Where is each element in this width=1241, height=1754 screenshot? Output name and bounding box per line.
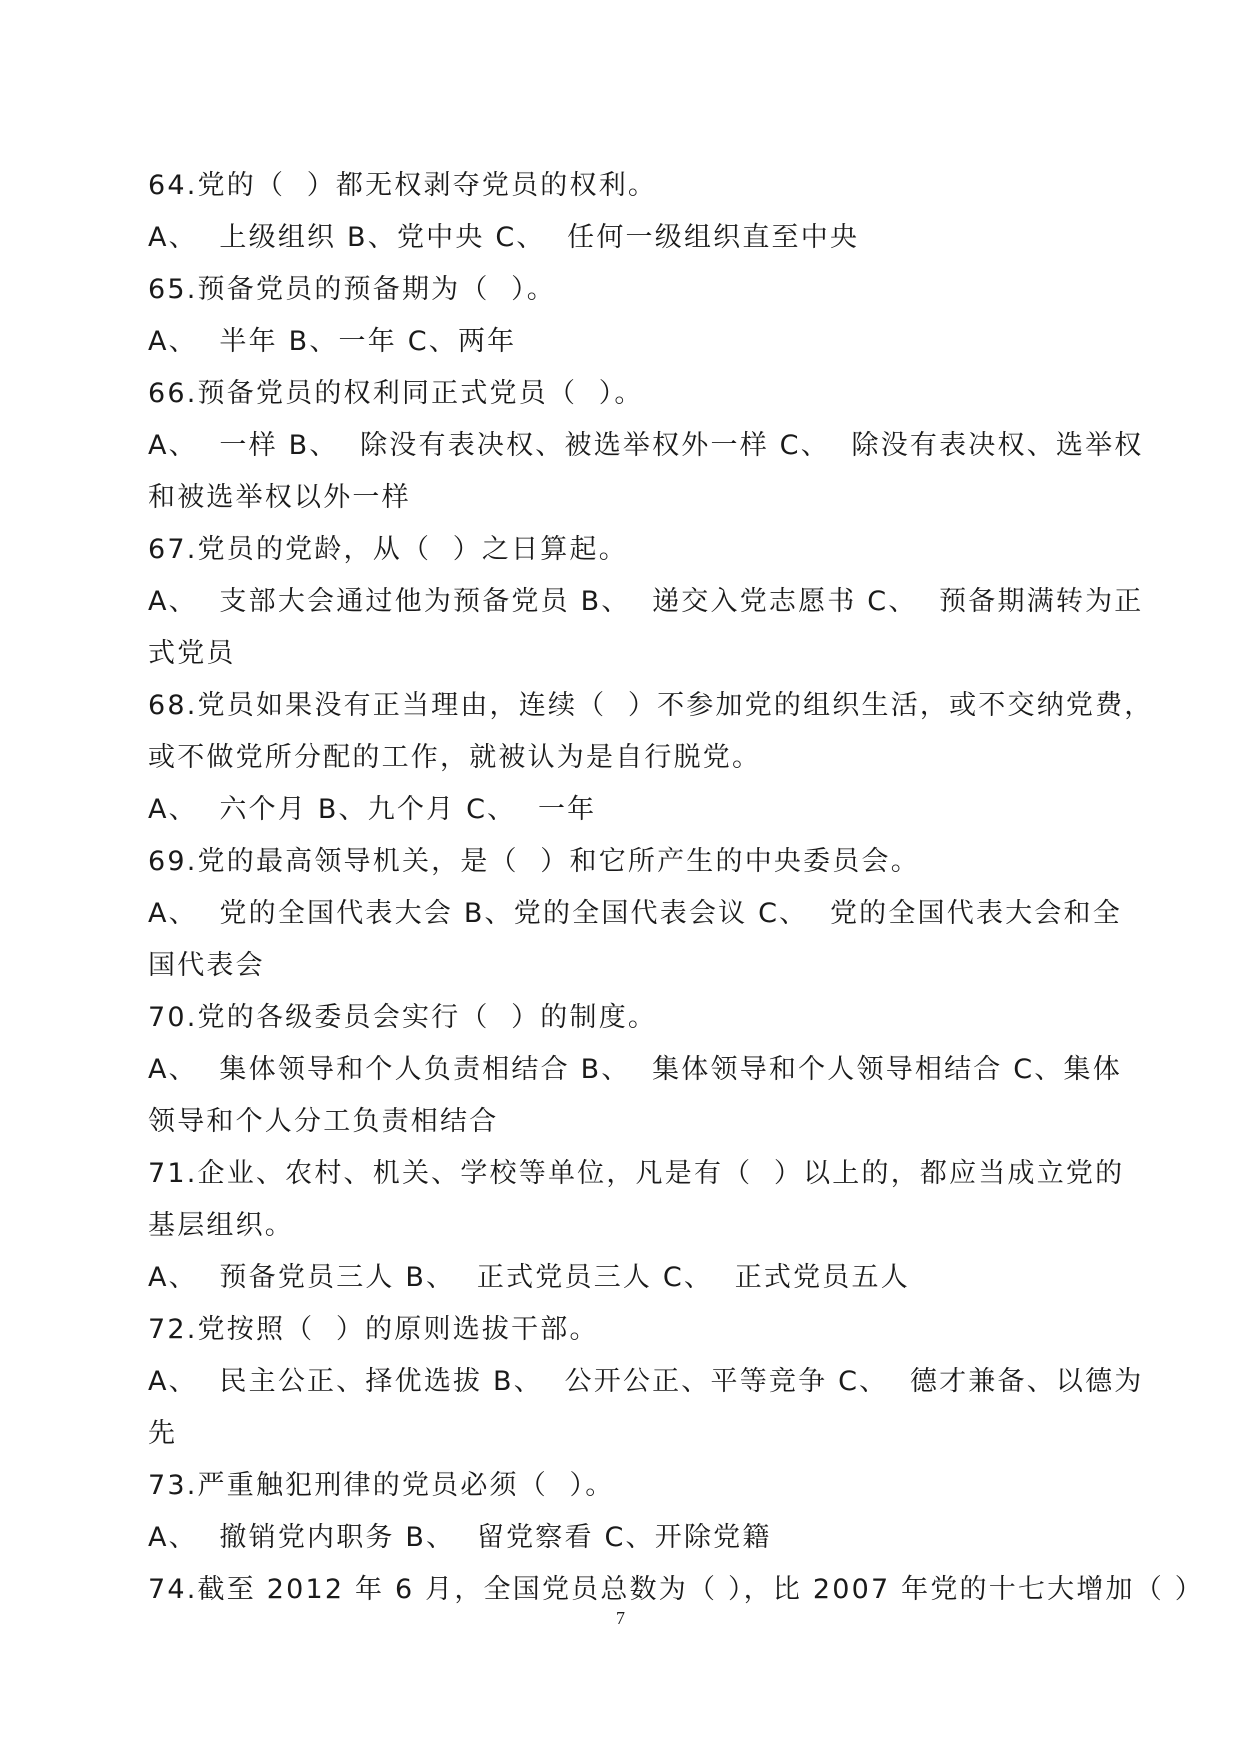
text-line: A、 一样 B、 除没有表决权、被选举权外一样 C、 除没有表决权、选举权	[148, 430, 1144, 461]
text-line: 66.预备党员的权利同正式党员（ ）。	[148, 378, 644, 409]
text-line: 72.党按照（ ）的原则选拔干部。	[148, 1314, 599, 1345]
text-line: 和被选举权以外一样	[148, 482, 411, 513]
text-line: A、 预备党员三人 B、 正式党员三人 C、 正式党员五人	[148, 1262, 910, 1293]
text-line: 式党员	[148, 638, 236, 669]
text-line: 67.党员的党龄，从（ ）之日算起。	[148, 534, 628, 565]
text-line: 69.党的最高领导机关，是（ ）和它所产生的中央委员会。	[148, 846, 920, 877]
text-line: 国代表会	[148, 950, 265, 981]
page-number: 7	[616, 1608, 625, 1628]
text-line: A、 撤销党内职务 B、 留党察看 C、开除党籍	[148, 1522, 772, 1553]
text-line: 65.预备党员的预备期为（ ）。	[148, 274, 557, 305]
text-line: 68.党员如果没有正当理由，连续（ ）不参加党的组织生活，或不交纳党费，	[148, 690, 1154, 721]
text-line: 70.党的各级委员会实行（ ）的制度。	[148, 1002, 658, 1033]
question-text-block	[148, 160, 1204, 1616]
text-line: A、 集体领导和个人负责相结合 B、 集体领导和个人领导相结合 C、集体	[148, 1054, 1122, 1085]
text-line: A、 民主公正、择优选拔 B、 公开公正、平等竞争 C、 德才兼备、以德为	[148, 1366, 1144, 1397]
text-line: A、 党的全国代表大会 B、党的全国代表会议 C、 党的全国代表大会和全	[148, 898, 1122, 929]
text-line: 74.截至 2012 年 6 月，全国党员总数为（ ），比 2007 年党的十七大增加（ ）	[148, 1574, 1204, 1605]
text-line: 领导和个人分工负责相结合	[148, 1106, 499, 1137]
text-line: 基层组织。	[148, 1210, 294, 1241]
text-line: 64.党的（ ）都无权剥夺党员的权利。	[148, 170, 658, 201]
text-line: A、 支部大会通过他为预备党员 B、 递交入党志愿书 C、 预备期满转为正	[148, 586, 1144, 617]
text-line: A、 上级组织 B、党中央 C、 任何一级组织直至中央	[148, 222, 860, 253]
text-line: 71.企业、农村、机关、学校等单位，凡是有（ ）以上的，都应当成立党的	[148, 1158, 1125, 1189]
text-line: A、 六个月 B、九个月 C、 一年	[148, 794, 597, 825]
text-line: 或不做党所分配的工作，就被认为是自行脱党。	[148, 742, 762, 773]
text-line: 先	[148, 1418, 178, 1449]
text-line: 73.严重触犯刑律的党员必须（ ）。	[148, 1470, 615, 1501]
text-line: A、 半年 B、一年 C、两年	[148, 326, 517, 357]
